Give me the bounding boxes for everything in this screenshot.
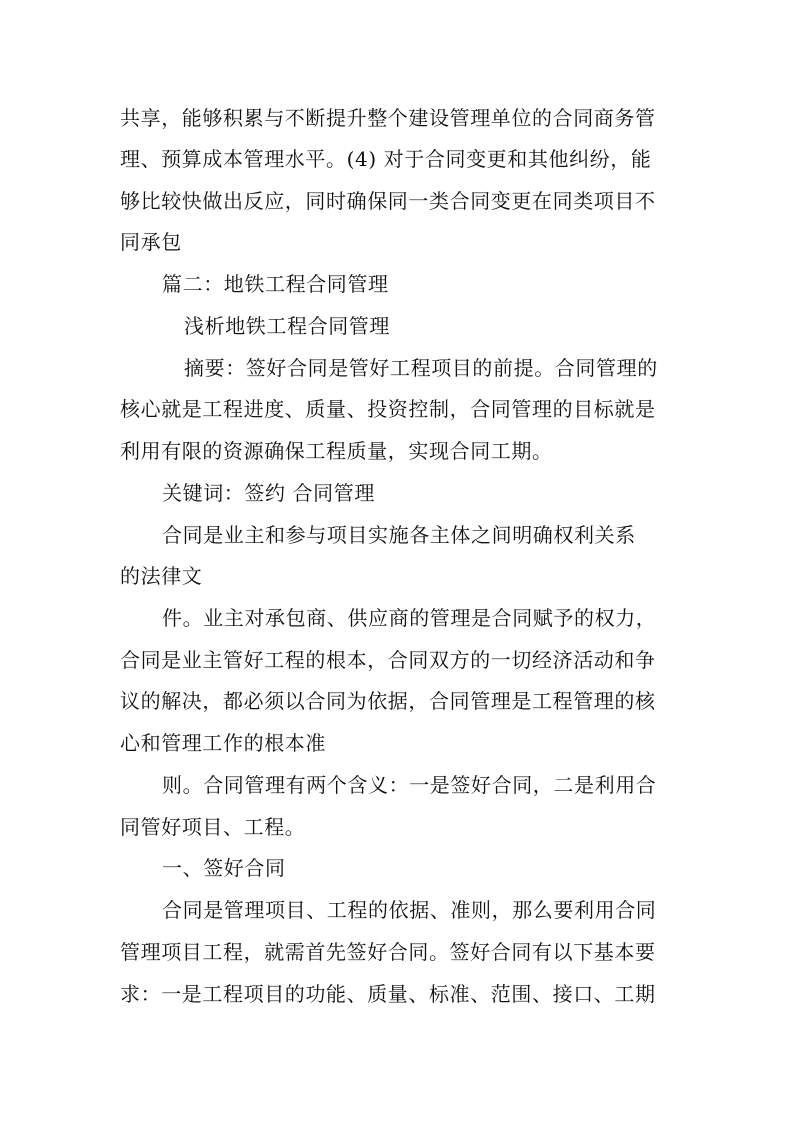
body-text-line: 共享，能够积累与不断提升整个建设管理单位的合同商务管: [120, 106, 656, 130]
body-text-line: 管理项目工程，就需首先签好合同。签好合同有以下基本要: [120, 940, 656, 964]
keywords-line: 关键词：签约 合同管理: [162, 481, 375, 505]
abstract-line: 利用有限的资源确保工程质量，实现合同工期。: [120, 439, 553, 463]
section-heading: 篇二：地铁工程合同管理: [162, 272, 389, 296]
body-text-line: 合同是业主管好工程的根本，合同双方的一切经济活动和争: [120, 648, 656, 672]
article-title: 浅析地铁工程合同管理: [184, 314, 390, 338]
body-text-line: 心和管理工作的根本准: [120, 731, 326, 755]
body-text-line: 的法律文: [120, 564, 203, 588]
body-text-line: 同承包: [120, 230, 182, 254]
body-text-line: 求：一是工程项目的功能、质量、标准、范围、接口、工期: [120, 982, 656, 1006]
body-text-line: 合同是管理项目、工程的依据、准则，那么要利用合同: [162, 898, 657, 922]
body-text-line: 够比较快做出反应，同时确保同一类合同变更在同类项目不: [120, 189, 656, 213]
body-text-line: 议的解决，都必须以合同为依据，合同管理是工程管理的核: [120, 689, 656, 713]
body-text-line: 理、预算成本管理水平。(4) 对于合同变更和其他纠纷，能: [120, 147, 652, 171]
subsection-heading: 一、签好合同: [162, 856, 286, 880]
body-text-line: 同管好项目、工程。: [120, 815, 306, 839]
body-text-line: 合同是业主和参与项目实施各主体之间明确权利关系: [162, 523, 636, 547]
abstract-line: 核心就是工程进度、质量、投资控制，合同管理的目标就是: [120, 397, 656, 421]
abstract-line: 摘要：签好合同是管好工程项目的前提。合同管理的: [184, 356, 658, 380]
body-text-line: 则。合同管理有两个含义：一是签好合同，二是利用合: [162, 773, 657, 797]
body-text-line: 件。业主对承包商、供应商的管理是合同赋予的权力，: [162, 606, 657, 630]
